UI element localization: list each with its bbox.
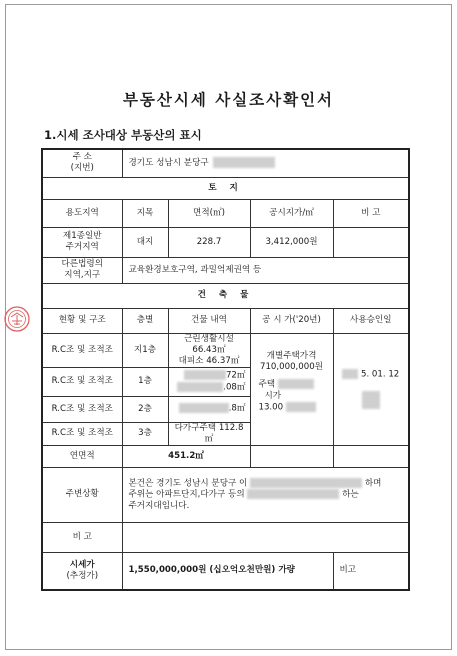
land-price: 3,412,000원 [250,227,333,257]
building-structure: R.C조 및 조적조 [42,367,122,396]
land-col-category: 지목 [122,199,168,227]
total-area-empty-2 [333,445,409,467]
building-price-value: 710,000,000원 [260,362,323,372]
land-category: 대지 [122,227,168,257]
building-col-detail: 건물 내역 [168,308,250,333]
building-detail-line1: 근린생활시설 66.43㎡ [184,333,234,355]
building-detail-line1-wrap [171,370,246,382]
building-detail-line1: 72㎡ [225,370,246,381]
building-market-value-line [253,402,331,414]
land-columns-row [42,199,409,227]
surroundings-line1-start: 본건은 경기도 성남시 분당구 이 [128,478,248,488]
building-market-line [253,391,331,402]
redacted-address [213,157,275,168]
land-note [333,227,409,257]
seal-stamp-icon [2,304,32,334]
building-floor: 1층 [122,367,168,396]
building-columns-row [42,308,409,333]
total-area-empty-1 [250,445,333,467]
building-col-approval: 사용승인일 [333,308,409,333]
other-laws-label-line1: 다른법령의 [61,259,103,269]
building-row-b1 [42,333,409,367]
building-structure: R.C조 및 조적조 [42,333,122,367]
redacted-surroundings [247,489,339,499]
redacted-surroundings [250,478,362,488]
redacted-detail [177,382,223,392]
building-detail-line2-wrap [171,382,246,394]
land-data-row [42,227,409,257]
other-laws-row [42,257,409,283]
section-heading: 1.시세 조사대상 부동산의 표시 [44,128,202,142]
market-value-label-line1: 시세가 [69,559,95,570]
surroundings-label: 주변상황 [42,467,122,522]
redacted-approval-2 [362,391,380,409]
building-structure: R.C조 및 조적조 [42,422,122,445]
housing-label: 주택 [258,379,276,390]
total-area-label: 연면적 [42,445,122,467]
remarks-value [122,522,409,552]
market-label: 시가 [264,390,282,401]
land-zone [42,227,122,257]
building-price-cell [250,333,333,445]
land-area: 228.7 [168,227,250,257]
remarks-label: 비 고 [42,522,122,552]
land-header: 토 지 [42,177,409,199]
land-col-price: 공시지가/㎡ [250,199,333,227]
building-header-row [42,283,409,308]
market-value-label [42,552,122,590]
total-area-value: 451.2㎡ [122,445,250,467]
address-row [42,149,409,177]
surroundings-line2 [129,489,407,501]
redacted-approval [342,369,358,379]
surroundings-line1 [129,478,407,490]
address-label-line2: (지번) [70,163,94,174]
surroundings-line2-end: 하는 [342,489,359,500]
land-zone-line2: 주거지역 [65,242,99,252]
building-housing-line [253,379,331,391]
other-laws-value: 교육환경보호구역, 과밀억제권역 등 [122,257,409,283]
surroundings-line1-end: 하며 [364,478,382,488]
market-value-note [333,552,409,590]
market-value-label-line2: (추정가) [66,570,99,581]
market-value-row [42,552,409,590]
building-col-floor: 층별 [122,308,168,333]
surroundings-value [122,467,409,522]
building-detail-line1: .8㎡ [228,403,246,414]
address-label [42,149,122,177]
redacted-detail [184,370,226,380]
building-detail: 다가구주택 112.8㎡ [168,422,250,445]
land-col-zone: 용도지역 [42,199,122,227]
building-floor: 3층 [122,422,168,445]
building-detail-line2: .08㎡ [223,382,246,392]
land-header-row [42,177,409,199]
remarks-row [42,522,409,552]
building-col-structure: 현황 및 구조 [42,308,122,333]
address-label-line1: 주 소 [72,152,92,163]
surroundings-line3: 주거지대임니다. [128,500,190,511]
address-value: 경기도 성남시 분당구 [128,158,209,169]
redacted-market [286,402,316,412]
building-col-price: 공 시 가('20년) [250,308,333,333]
survey-table [41,148,410,591]
other-laws-label-line2: 지역,지구 [64,270,101,280]
land-col-area: 면적(㎡) [168,199,250,227]
building-price-label: 개별주택가격 [266,351,317,361]
building-floor: 지1층 [122,333,168,367]
other-laws-label [42,257,122,283]
market-value-note-label: 비고 [339,565,357,576]
land-zone-line1: 제1종일반 [62,231,102,241]
building-detail [168,396,250,422]
surroundings-row [42,467,409,522]
building-floor: 2층 [122,396,168,422]
building-detail [168,333,250,367]
redacted-housing [278,379,314,389]
approval-date: 5. 01. 12 [361,369,400,380]
redacted-detail [179,403,229,413]
approval-cell [333,333,409,445]
land-col-note: 비 고 [333,199,409,227]
document-title: 부동산시세 사실조사확인서 [122,91,335,109]
surroundings-line2-start: 주위는 아파트단지,다가구 등의 [128,489,245,500]
building-structure: R.C조 및 조적조 [42,396,122,422]
market-value: 1,550,000,000원 (십오억오천만원) 가량 [122,552,333,590]
building-detail-line2: 대피소 46.37㎡ [178,355,240,366]
building-header: 건 축 물 [42,283,409,308]
address-value-cell [122,149,409,177]
total-area-row [42,445,409,467]
market-value-partial: 13.00 [258,402,284,412]
building-detail [168,367,250,396]
